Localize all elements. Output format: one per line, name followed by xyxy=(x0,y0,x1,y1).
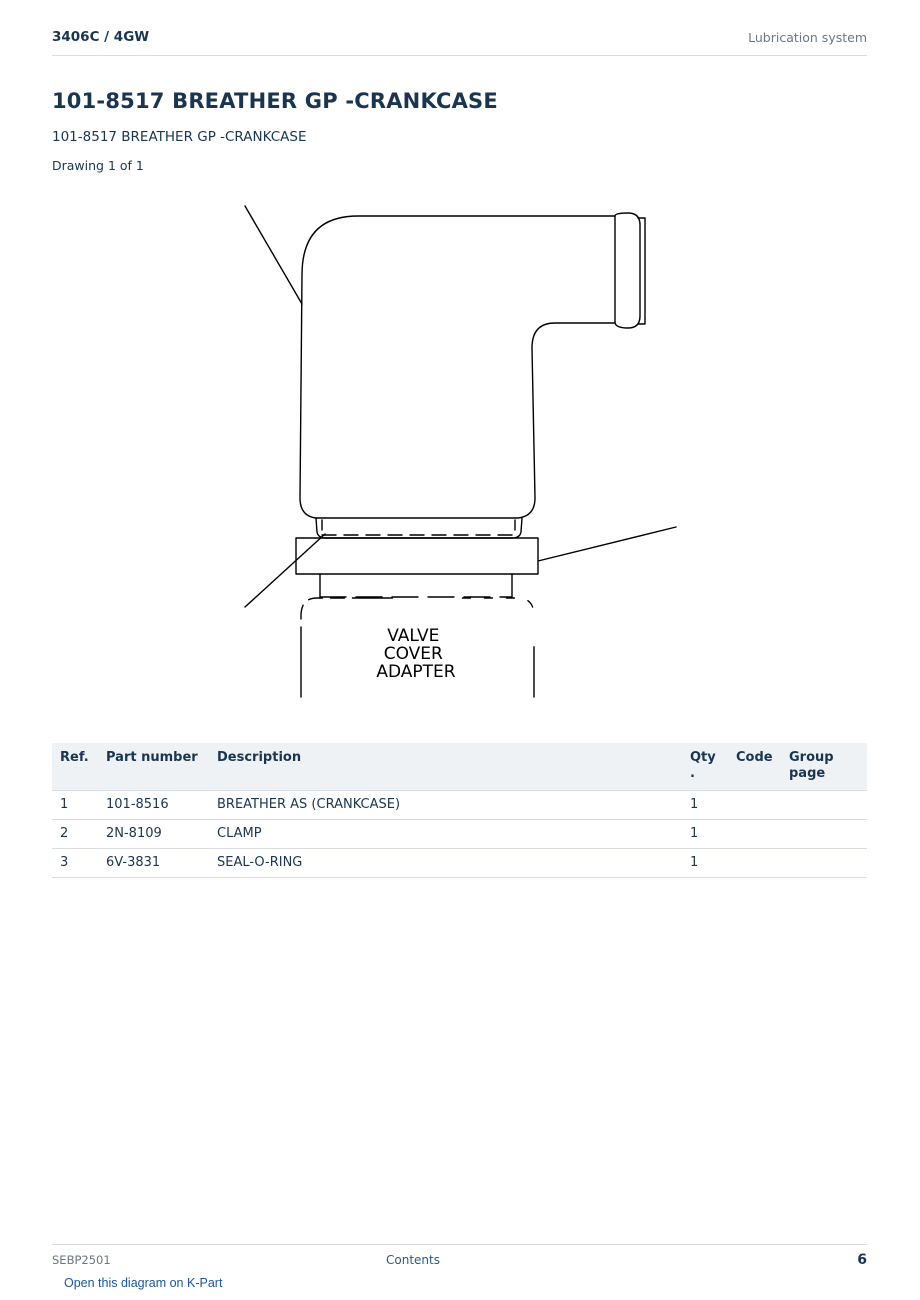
header-qty-line-1: Qty xyxy=(690,750,716,765)
cell-code xyxy=(728,791,781,820)
drawing-count: Drawing 1 of 1 xyxy=(52,158,144,173)
adapter-label-line-3: ADAPTER xyxy=(376,662,456,682)
header-code: Code xyxy=(728,743,781,791)
kpart-link[interactable]: Open this diagram on K-Part xyxy=(64,1276,223,1290)
adapter-label-line-1: VALVE xyxy=(387,626,440,646)
header-group-page xyxy=(781,743,867,791)
header-description: Description xyxy=(209,743,682,791)
parts-diagram xyxy=(225,195,695,705)
seal-inner-edge xyxy=(322,520,515,530)
cell-ref: 2 xyxy=(52,820,98,849)
header-ref: Ref. xyxy=(52,743,98,791)
parts-table xyxy=(52,743,867,878)
cell-part-number: 6V-3831 xyxy=(98,849,209,878)
page-title: 101-8517 BREATHER GP -CRANKCASE xyxy=(52,89,498,113)
cell-code xyxy=(728,820,781,849)
table-row xyxy=(52,820,867,849)
cell-ref: 3 xyxy=(52,849,98,878)
footer-doc-id: SEBP2501 xyxy=(52,1253,111,1267)
leader-line-breather xyxy=(245,206,302,304)
cell-qty: 1 xyxy=(682,820,728,849)
cell-group-page xyxy=(781,791,867,820)
page-number: 6 xyxy=(857,1252,867,1268)
svg-text:VALVE COVER ADAPTER xyxy=(376,626,455,682)
header-group-line-2: page xyxy=(789,766,826,781)
leader-line-clamp xyxy=(538,527,676,561)
cell-code xyxy=(728,849,781,878)
cell-group-page xyxy=(781,820,867,849)
outlet-flange xyxy=(615,213,640,328)
cell-part-number: 101-8516 xyxy=(98,791,209,820)
table-row xyxy=(52,791,867,820)
page-header xyxy=(52,28,867,56)
cell-description: CLAMP xyxy=(209,820,682,849)
page-subtitle: 101-8517 BREATHER GP -CRANKCASE xyxy=(52,129,307,145)
leader-line-seal xyxy=(245,534,325,607)
table-row xyxy=(52,849,867,878)
breather-body xyxy=(300,216,615,518)
header-qty xyxy=(682,743,728,791)
footer-divider xyxy=(52,1244,867,1245)
adapter-label-line-2: COVER xyxy=(383,644,443,664)
cell-description: SEAL-O-RING xyxy=(209,849,682,878)
table-header-row xyxy=(52,743,867,791)
outlet-lip xyxy=(638,218,645,324)
clamp-band xyxy=(296,538,538,574)
cell-group-page xyxy=(781,849,867,878)
cell-part-number: 2N-8109 xyxy=(98,820,209,849)
cell-qty: 1 xyxy=(682,791,728,820)
header-group-line-1: Group xyxy=(789,750,834,765)
cell-description: BREATHER AS (CRANKCASE) xyxy=(209,791,682,820)
contents-link[interactable]: Contents xyxy=(386,1253,440,1267)
model-label: 3406C / 4GW xyxy=(52,29,150,45)
cell-qty: 1 xyxy=(682,849,728,878)
header-part-number: Part number xyxy=(98,743,209,791)
section-label: Lubrication system xyxy=(748,30,867,45)
header-qty-line-2: . xyxy=(690,766,695,781)
cell-ref: 1 xyxy=(52,791,98,820)
